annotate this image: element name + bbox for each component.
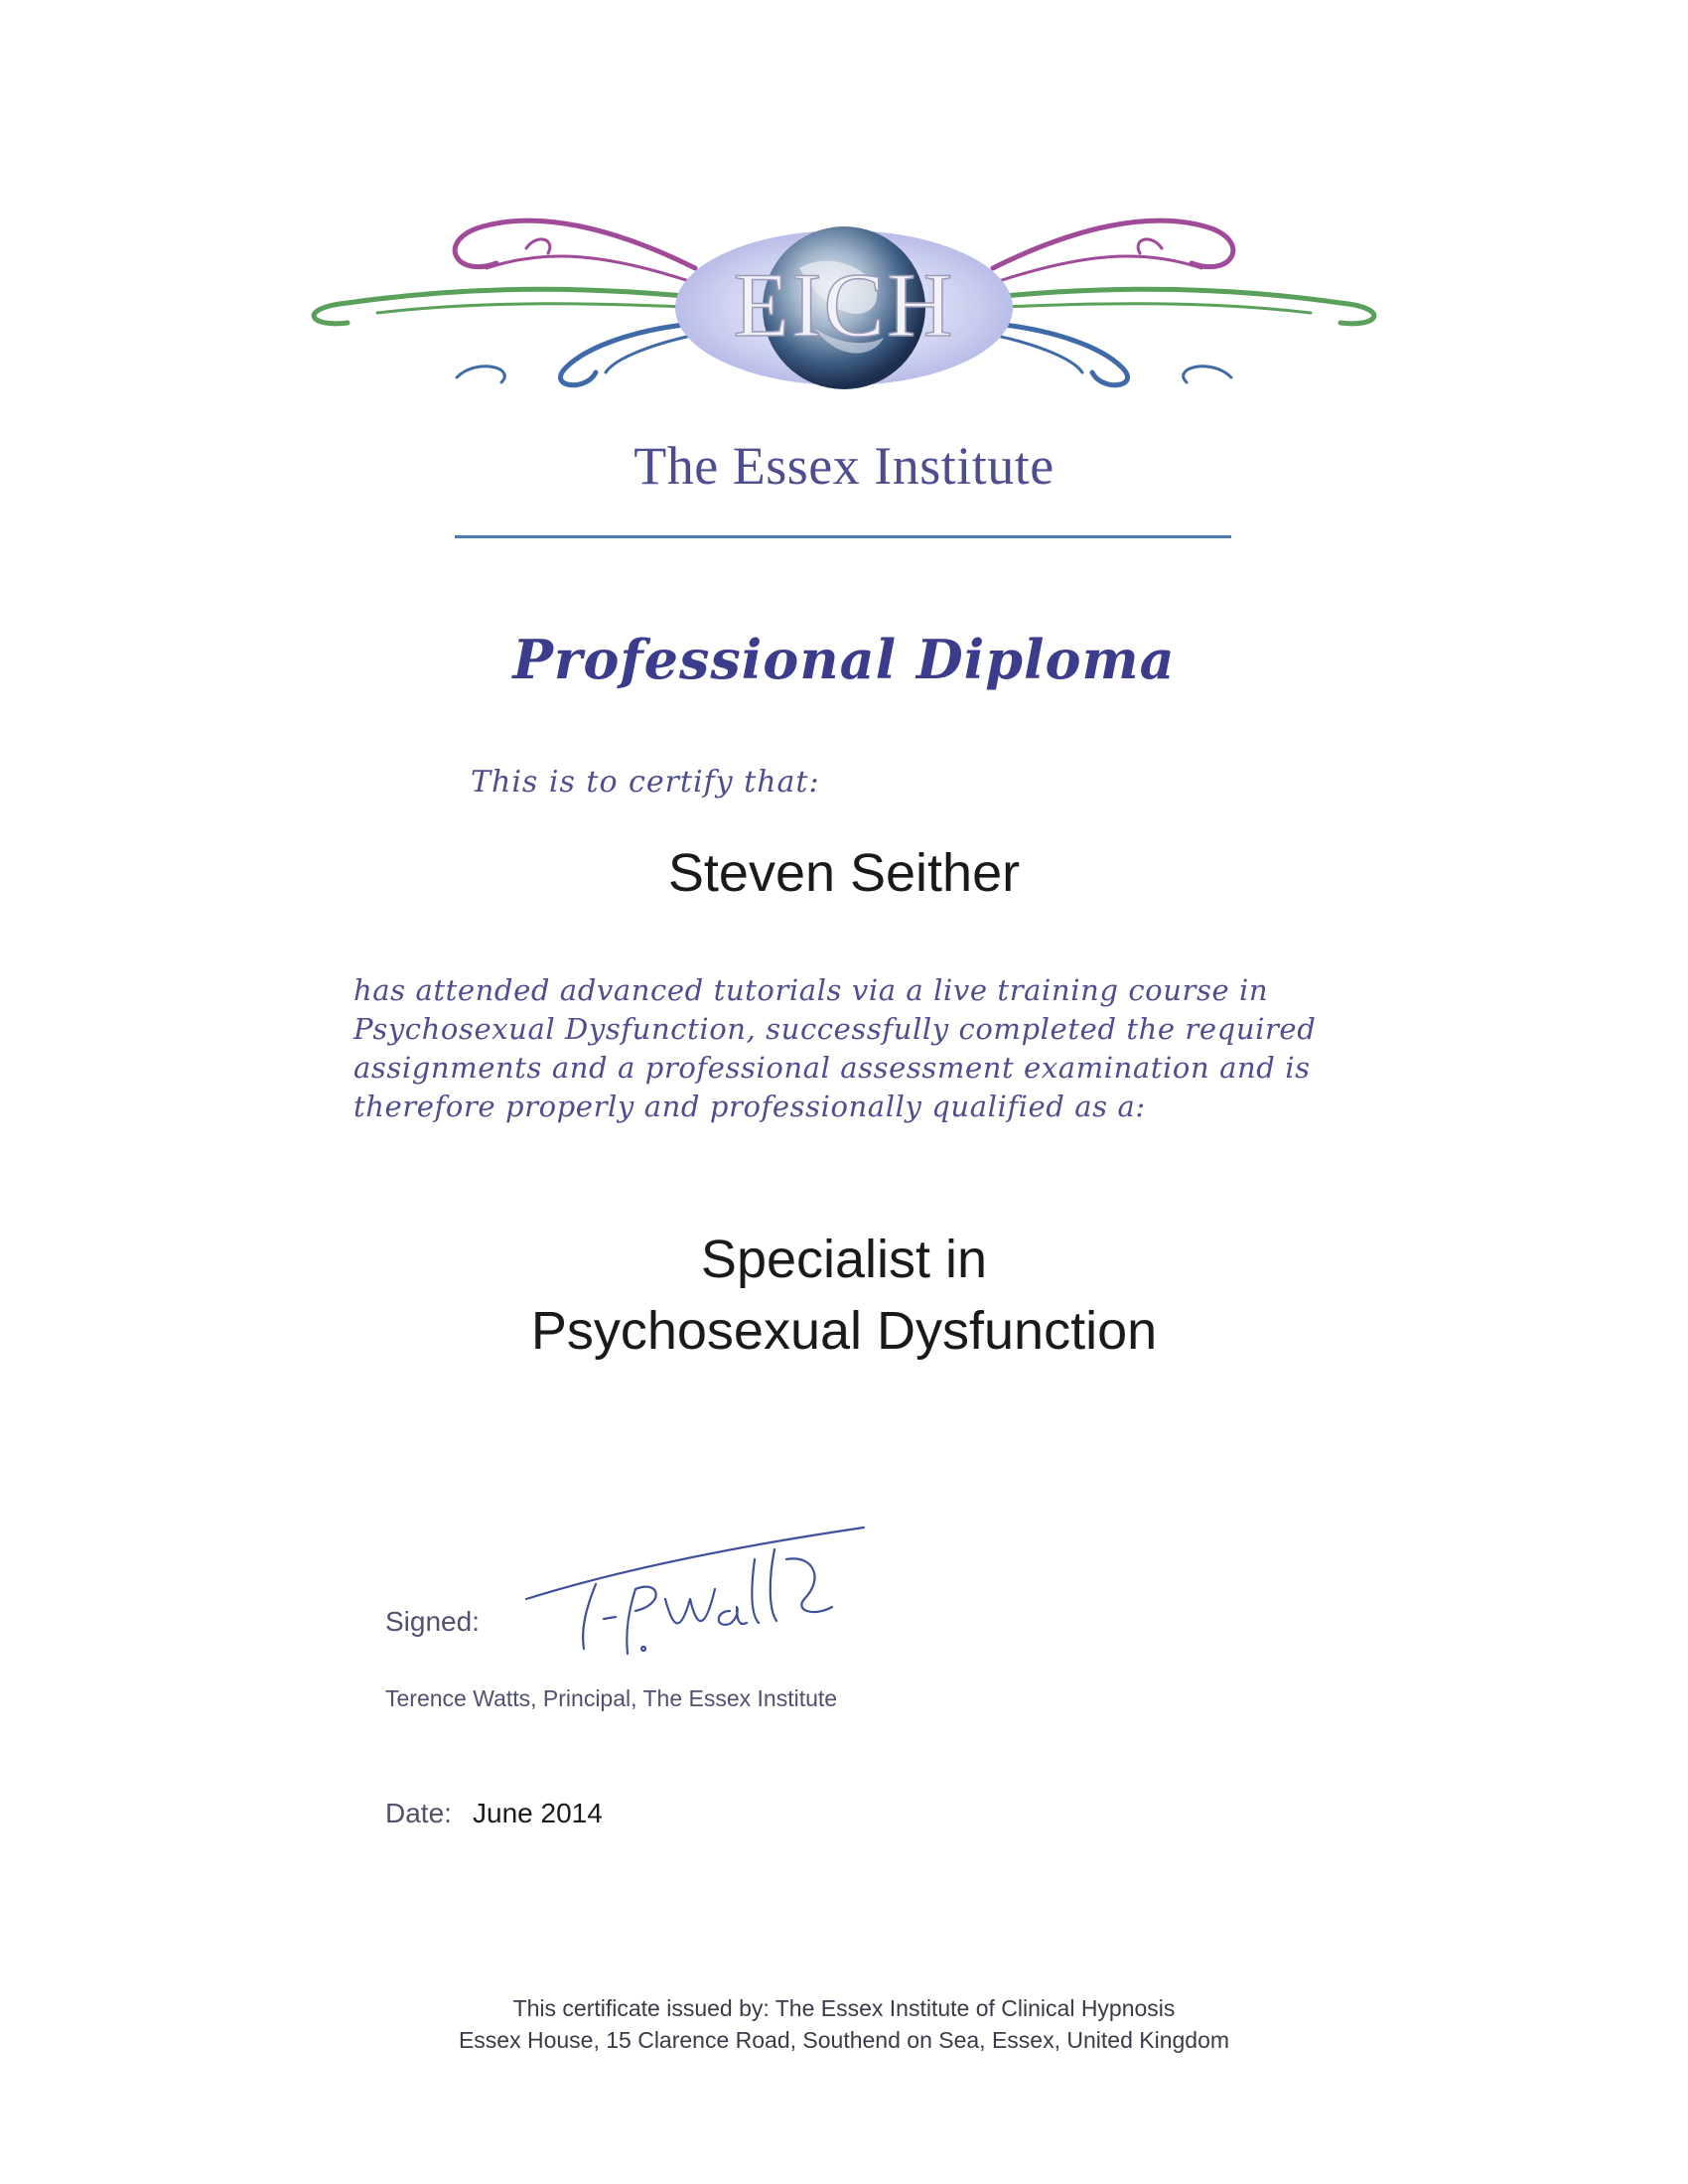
recipient-name: Steven Seither xyxy=(667,843,1021,903)
qualification-line: Psychosexual Dysfunction xyxy=(530,1301,1158,1361)
signed-label: Signed: xyxy=(385,1606,480,1637)
signatory-name: Terence Watts, Principal, The Essex Institute xyxy=(385,1685,838,1711)
right-swirl-ornament xyxy=(983,220,1374,385)
statement-line: therefore properly and professionally qualified as a: xyxy=(353,1090,1146,1123)
certify-line: This is to certify that: xyxy=(471,765,820,800)
issuer-footer xyxy=(0,1992,1688,2056)
qualification-title xyxy=(0,1224,1688,1367)
left-swirl-ornament xyxy=(314,220,705,385)
handwritten-signature xyxy=(516,1520,874,1659)
certification-statement xyxy=(353,971,1346,1126)
divider-rule xyxy=(455,535,1231,538)
qualification-line: Specialist in xyxy=(700,1230,988,1289)
date-value: June 2014 xyxy=(473,1798,603,1828)
institute-name: The Essex Institute xyxy=(633,436,1055,496)
statement-line: Psychosexual Dysfunction, successfully completed the required xyxy=(353,1012,1317,1046)
institute-logo xyxy=(288,209,1400,397)
statement-line: assignments and a professional assessment examination and is xyxy=(353,1051,1311,1085)
footer-line: This certificate issued by: The Essex Institute of Clinical Hypnosis xyxy=(512,1995,1176,2021)
footer-line: Essex House, 15 Clarence Road, Southend on Sea, Essex, United Kingdom xyxy=(458,2027,1230,2053)
date-label: Date: xyxy=(385,1798,452,1828)
diploma-title: Professional Diploma xyxy=(512,628,1176,691)
statement-line: has attended advanced tutorials via a live training course in xyxy=(353,973,1269,1007)
logo-letters: EICH xyxy=(733,254,955,356)
